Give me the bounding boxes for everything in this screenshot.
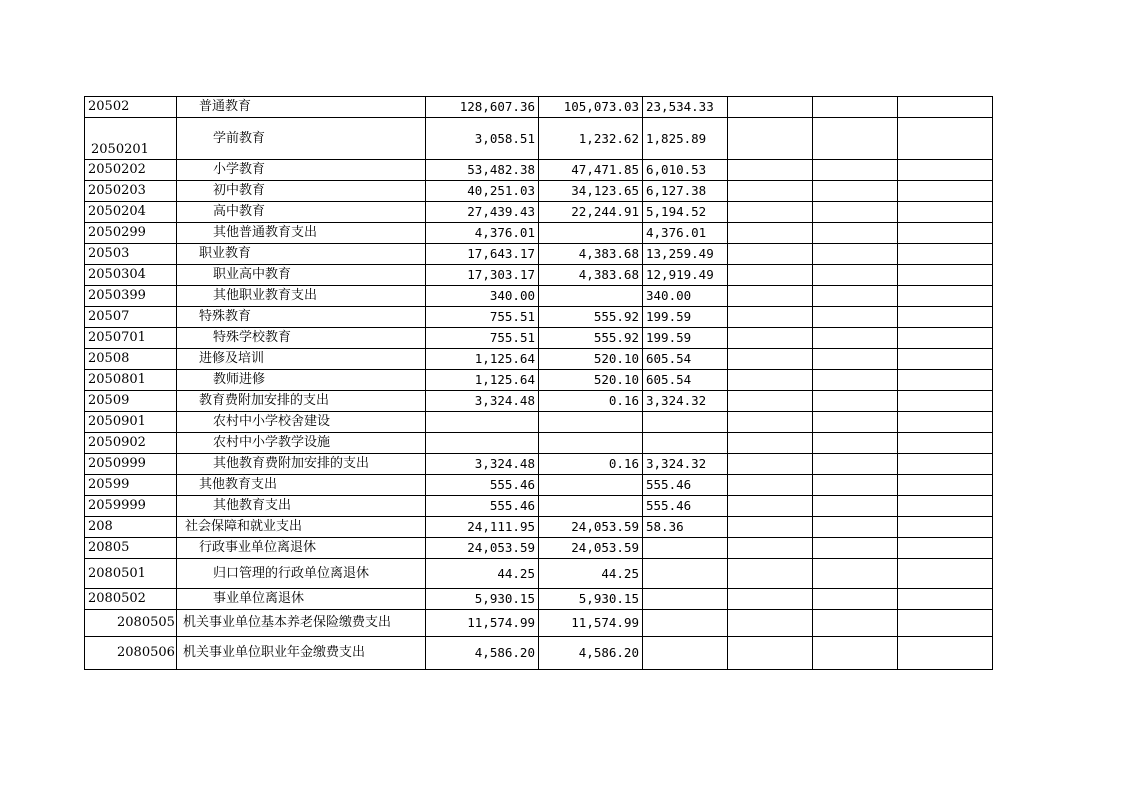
empty-cell bbox=[728, 286, 813, 307]
subject-name-cell: 事业单位离退休 bbox=[177, 589, 426, 610]
subject-code-cell: 2050299 bbox=[85, 223, 177, 244]
empty-cell bbox=[898, 244, 993, 265]
total-cell: 1,125.64 bbox=[426, 349, 539, 370]
basic-expense-cell: 34,123.65 bbox=[539, 181, 643, 202]
project-expense-cell: 3,324.32 bbox=[643, 391, 728, 412]
empty-cell bbox=[898, 97, 993, 118]
empty-cell bbox=[898, 160, 993, 181]
empty-cell bbox=[728, 391, 813, 412]
basic-expense-cell bbox=[539, 496, 643, 517]
subject-code-cell: 2050202 bbox=[85, 160, 177, 181]
empty-cell bbox=[898, 412, 993, 433]
subject-name-cell: 社会保障和就业支出 bbox=[177, 517, 426, 538]
subject-name-cell: 高中教育 bbox=[177, 202, 426, 223]
empty-cell bbox=[813, 181, 898, 202]
subject-code-cell: 2050304 bbox=[85, 265, 177, 286]
total-cell: 53,482.38 bbox=[426, 160, 539, 181]
empty-cell bbox=[813, 559, 898, 589]
project-expense-cell bbox=[643, 538, 728, 559]
project-expense-cell: 5,194.52 bbox=[643, 202, 728, 223]
empty-cell bbox=[813, 589, 898, 610]
table-row bbox=[85, 517, 993, 538]
subject-code-cell: 20509 bbox=[85, 391, 177, 412]
subject-code-cell: 20805 bbox=[85, 538, 177, 559]
basic-expense-cell: 47,471.85 bbox=[539, 160, 643, 181]
subject-code-cell: 2050701 bbox=[85, 328, 177, 349]
subject-code-cell: 20503 bbox=[85, 244, 177, 265]
total-cell: 755.51 bbox=[426, 328, 539, 349]
table-row bbox=[85, 637, 993, 670]
project-expense-cell: 605.54 bbox=[643, 349, 728, 370]
table-row bbox=[85, 559, 993, 589]
empty-cell bbox=[813, 517, 898, 538]
subject-code-cell: 20507 bbox=[85, 307, 177, 328]
empty-cell bbox=[898, 475, 993, 496]
basic-expense-cell: 1,232.62 bbox=[539, 118, 643, 160]
empty-cell bbox=[728, 538, 813, 559]
subject-code-cell: 2050801 bbox=[85, 370, 177, 391]
basic-expense-cell bbox=[539, 475, 643, 496]
table-row bbox=[85, 412, 993, 433]
empty-cell bbox=[898, 433, 993, 454]
total-cell: 5,930.15 bbox=[426, 589, 539, 610]
subject-name-cell: 普通教育 bbox=[177, 97, 426, 118]
subject-code-cell: 2050902 bbox=[85, 433, 177, 454]
subject-name-cell: 其他教育支出 bbox=[177, 475, 426, 496]
total-cell: 44.25 bbox=[426, 559, 539, 589]
subject-code-cell: 208 bbox=[85, 517, 177, 538]
empty-cell bbox=[898, 223, 993, 244]
empty-cell bbox=[813, 349, 898, 370]
basic-expense-cell: 105,073.03 bbox=[539, 97, 643, 118]
subject-code-cell: 2080501 bbox=[85, 559, 177, 589]
total-cell: 27,439.43 bbox=[426, 202, 539, 223]
empty-cell bbox=[813, 610, 898, 637]
empty-cell bbox=[898, 286, 993, 307]
empty-cell bbox=[813, 307, 898, 328]
subject-name-cell: 行政事业单位离退休 bbox=[177, 538, 426, 559]
table-row bbox=[85, 202, 993, 223]
project-expense-cell bbox=[643, 637, 728, 670]
table-row bbox=[85, 97, 993, 118]
empty-cell bbox=[898, 118, 993, 160]
table-body bbox=[85, 97, 993, 670]
project-expense-cell: 13,259.49 bbox=[643, 244, 728, 265]
empty-cell bbox=[813, 223, 898, 244]
total-cell: 24,053.59 bbox=[426, 538, 539, 559]
basic-expense-cell: 4,383.68 bbox=[539, 265, 643, 286]
empty-cell bbox=[898, 637, 993, 670]
empty-cell bbox=[898, 454, 993, 475]
table-row bbox=[85, 223, 993, 244]
project-expense-cell: 199.59 bbox=[643, 328, 728, 349]
subject-name-cell: 农村中小学教学设施 bbox=[177, 433, 426, 454]
empty-cell bbox=[728, 244, 813, 265]
total-cell: 340.00 bbox=[426, 286, 539, 307]
empty-cell bbox=[813, 433, 898, 454]
subject-name-cell: 职业教育 bbox=[177, 244, 426, 265]
total-cell: 17,643.17 bbox=[426, 244, 539, 265]
empty-cell bbox=[898, 202, 993, 223]
subject-name-cell: 小学教育 bbox=[177, 160, 426, 181]
empty-cell bbox=[728, 160, 813, 181]
empty-cell bbox=[813, 97, 898, 118]
total-cell: 1,125.64 bbox=[426, 370, 539, 391]
empty-cell bbox=[813, 286, 898, 307]
empty-cell bbox=[813, 454, 898, 475]
subject-code-cell: 2080502 bbox=[85, 589, 177, 610]
empty-cell bbox=[728, 589, 813, 610]
empty-cell bbox=[898, 559, 993, 589]
empty-cell bbox=[728, 496, 813, 517]
total-cell: 755.51 bbox=[426, 307, 539, 328]
project-expense-cell bbox=[643, 433, 728, 454]
subject-code-cell: 2050399 bbox=[85, 286, 177, 307]
table-row bbox=[85, 610, 993, 637]
subject-code-cell: 2050999 bbox=[85, 454, 177, 475]
table-row bbox=[85, 265, 993, 286]
total-cell: 4,376.01 bbox=[426, 223, 539, 244]
subject-code-cell: 20599 bbox=[85, 475, 177, 496]
subject-name-cell: 其他普通教育支出 bbox=[177, 223, 426, 244]
table-row bbox=[85, 454, 993, 475]
empty-cell bbox=[898, 517, 993, 538]
basic-expense-cell: 520.10 bbox=[539, 370, 643, 391]
empty-cell bbox=[813, 244, 898, 265]
subject-name-cell: 教师进修 bbox=[177, 370, 426, 391]
basic-expense-cell: 22,244.91 bbox=[539, 202, 643, 223]
total-cell: 555.46 bbox=[426, 496, 539, 517]
total-cell: 555.46 bbox=[426, 475, 539, 496]
empty-cell bbox=[728, 370, 813, 391]
subject-name-cell: 农村中小学校舍建设 bbox=[177, 412, 426, 433]
total-cell bbox=[426, 433, 539, 454]
subject-name-cell: 机关事业单位基本养老保险缴费支出 bbox=[177, 610, 426, 637]
empty-cell bbox=[728, 265, 813, 286]
project-expense-cell: 555.46 bbox=[643, 496, 728, 517]
empty-cell bbox=[728, 559, 813, 589]
basic-expense-cell bbox=[539, 412, 643, 433]
basic-expense-cell: 24,053.59 bbox=[539, 517, 643, 538]
total-cell: 24,111.95 bbox=[426, 517, 539, 538]
basic-expense-cell: 520.10 bbox=[539, 349, 643, 370]
subject-name-cell: 初中教育 bbox=[177, 181, 426, 202]
subject-code-cell: 2050203 bbox=[85, 181, 177, 202]
empty-cell bbox=[813, 202, 898, 223]
subject-code-cell: 2080505 bbox=[85, 610, 177, 637]
subject-name-cell: 其他教育费附加安排的支出 bbox=[177, 454, 426, 475]
table-row bbox=[85, 328, 993, 349]
subject-name-cell: 特殊学校教育 bbox=[177, 328, 426, 349]
subject-code-cell: 20508 bbox=[85, 349, 177, 370]
empty-cell bbox=[728, 610, 813, 637]
table-row bbox=[85, 370, 993, 391]
table-row bbox=[85, 244, 993, 265]
project-expense-cell: 6,010.53 bbox=[643, 160, 728, 181]
table-row bbox=[85, 286, 993, 307]
empty-cell bbox=[898, 181, 993, 202]
project-expense-cell bbox=[643, 610, 728, 637]
project-expense-cell bbox=[643, 589, 728, 610]
table-row bbox=[85, 349, 993, 370]
project-expense-cell: 1,825.89 bbox=[643, 118, 728, 160]
empty-cell bbox=[813, 412, 898, 433]
basic-expense-cell: 555.92 bbox=[539, 328, 643, 349]
project-expense-cell: 605.54 bbox=[643, 370, 728, 391]
empty-cell bbox=[813, 328, 898, 349]
total-cell: 17,303.17 bbox=[426, 265, 539, 286]
empty-cell bbox=[728, 202, 813, 223]
empty-cell bbox=[728, 475, 813, 496]
empty-cell bbox=[813, 496, 898, 517]
empty-cell bbox=[898, 391, 993, 412]
subject-name-cell: 其他教育支出 bbox=[177, 496, 426, 517]
total-cell bbox=[426, 412, 539, 433]
empty-cell bbox=[898, 328, 993, 349]
table-row bbox=[85, 475, 993, 496]
project-expense-cell: 6,127.38 bbox=[643, 181, 728, 202]
empty-cell bbox=[728, 637, 813, 670]
subject-code-cell: 2050901 bbox=[85, 412, 177, 433]
empty-cell bbox=[813, 265, 898, 286]
basic-expense-cell bbox=[539, 223, 643, 244]
subject-name-cell: 其他职业教育支出 bbox=[177, 286, 426, 307]
total-cell: 4,586.20 bbox=[426, 637, 539, 670]
subject-name-cell: 教育费附加安排的支出 bbox=[177, 391, 426, 412]
total-cell: 11,574.99 bbox=[426, 610, 539, 637]
project-expense-cell: 4,376.01 bbox=[643, 223, 728, 244]
project-expense-cell: 3,324.32 bbox=[643, 454, 728, 475]
basic-expense-cell: 24,053.59 bbox=[539, 538, 643, 559]
project-expense-cell bbox=[643, 559, 728, 589]
empty-cell bbox=[898, 265, 993, 286]
empty-cell bbox=[898, 610, 993, 637]
empty-cell bbox=[728, 223, 813, 244]
basic-expense-cell: 0.16 bbox=[539, 391, 643, 412]
empty-cell bbox=[898, 349, 993, 370]
subject-name-cell: 进修及培训 bbox=[177, 349, 426, 370]
empty-cell bbox=[728, 97, 813, 118]
table-row bbox=[85, 391, 993, 412]
project-expense-cell: 12,919.49 bbox=[643, 265, 728, 286]
basic-expense-cell: 11,574.99 bbox=[539, 610, 643, 637]
table-row bbox=[85, 181, 993, 202]
empty-cell bbox=[898, 589, 993, 610]
budget-expenditure-table bbox=[84, 96, 993, 670]
subject-name-cell: 职业高中教育 bbox=[177, 265, 426, 286]
total-cell: 3,058.51 bbox=[426, 118, 539, 160]
empty-cell bbox=[898, 538, 993, 559]
empty-cell bbox=[728, 517, 813, 538]
project-expense-cell: 555.46 bbox=[643, 475, 728, 496]
total-cell: 3,324.48 bbox=[426, 454, 539, 475]
project-expense-cell bbox=[643, 412, 728, 433]
empty-cell bbox=[813, 538, 898, 559]
empty-cell bbox=[813, 118, 898, 160]
project-expense-cell: 340.00 bbox=[643, 286, 728, 307]
subject-name-cell: 机关事业单位职业年金缴费支出 bbox=[177, 637, 426, 670]
subject-code-cell: 2059999 bbox=[85, 496, 177, 517]
empty-cell bbox=[728, 412, 813, 433]
empty-cell bbox=[813, 391, 898, 412]
subject-code-cell: 20502 bbox=[85, 97, 177, 118]
project-expense-cell: 58.36 bbox=[643, 517, 728, 538]
empty-cell bbox=[898, 496, 993, 517]
basic-expense-cell: 44.25 bbox=[539, 559, 643, 589]
table-row bbox=[85, 118, 993, 160]
empty-cell bbox=[728, 328, 813, 349]
empty-cell bbox=[728, 349, 813, 370]
empty-cell bbox=[728, 454, 813, 475]
empty-cell bbox=[728, 433, 813, 454]
total-cell: 40,251.03 bbox=[426, 181, 539, 202]
empty-cell bbox=[898, 307, 993, 328]
empty-cell bbox=[728, 307, 813, 328]
subject-name-cell: 学前教育 bbox=[177, 118, 426, 160]
table-row bbox=[85, 538, 993, 559]
basic-expense-cell: 0.16 bbox=[539, 454, 643, 475]
basic-expense-cell bbox=[539, 286, 643, 307]
empty-cell bbox=[813, 475, 898, 496]
basic-expense-cell: 5,930.15 bbox=[539, 589, 643, 610]
table-row bbox=[85, 589, 993, 610]
empty-cell bbox=[813, 370, 898, 391]
subject-name-cell: 特殊教育 bbox=[177, 307, 426, 328]
empty-cell bbox=[728, 181, 813, 202]
empty-cell bbox=[813, 160, 898, 181]
table-row bbox=[85, 433, 993, 454]
subject-code-cell: 2050201 bbox=[85, 118, 177, 160]
basic-expense-cell: 555.92 bbox=[539, 307, 643, 328]
table-row bbox=[85, 160, 993, 181]
total-cell: 3,324.48 bbox=[426, 391, 539, 412]
basic-expense-cell: 4,586.20 bbox=[539, 637, 643, 670]
basic-expense-cell: 4,383.68 bbox=[539, 244, 643, 265]
empty-cell bbox=[898, 370, 993, 391]
subject-name-cell: 归口管理的行政单位离退休 bbox=[177, 559, 426, 589]
table-row bbox=[85, 496, 993, 517]
empty-cell bbox=[728, 118, 813, 160]
empty-cell bbox=[813, 637, 898, 670]
project-expense-cell: 23,534.33 bbox=[643, 97, 728, 118]
table-row bbox=[85, 307, 993, 328]
project-expense-cell: 199.59 bbox=[643, 307, 728, 328]
subject-code-cell: 2050204 bbox=[85, 202, 177, 223]
subject-code-cell: 2080506 bbox=[85, 637, 177, 670]
total-cell: 128,607.36 bbox=[426, 97, 539, 118]
basic-expense-cell bbox=[539, 433, 643, 454]
